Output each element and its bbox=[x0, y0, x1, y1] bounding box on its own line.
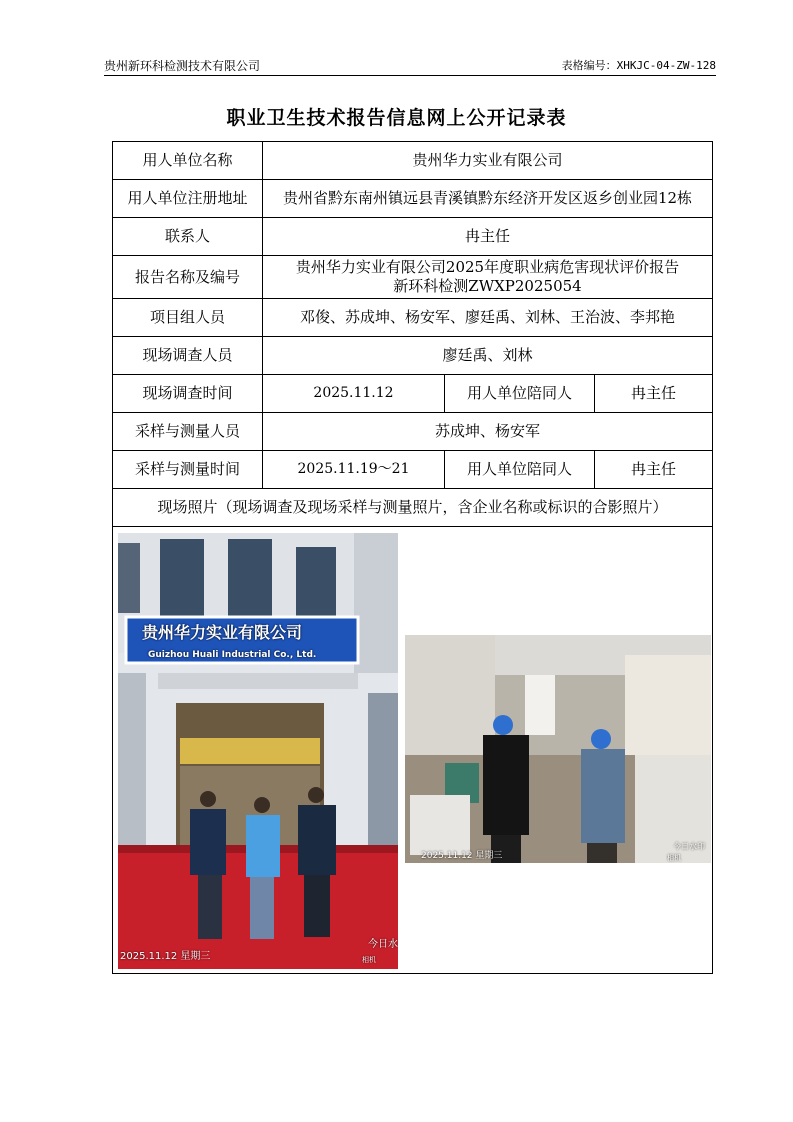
row-sampling-staff bbox=[113, 413, 713, 451]
row-survey-staff bbox=[113, 337, 713, 375]
survey-escort-value: 冉主任 bbox=[595, 375, 713, 413]
photo-workshop-survey bbox=[405, 635, 711, 863]
row-employer-name bbox=[113, 142, 713, 180]
employer-name-value: 贵州华力实业有限公司 bbox=[263, 142, 713, 180]
employer-name-label: 用人单位名称 bbox=[113, 142, 263, 180]
sampling-time-value: 2025.11.19～21 bbox=[263, 451, 445, 489]
photo-group-entrance bbox=[118, 533, 398, 969]
photo2-timestamp: 2025.11.12 星期三 bbox=[421, 851, 503, 861]
photos-cell bbox=[113, 527, 713, 974]
header-rule bbox=[104, 75, 716, 76]
survey-staff-value: 廖廷禹、刘林 bbox=[263, 337, 713, 375]
photo1-camera-label: 相机 bbox=[362, 956, 376, 964]
team-value: 邓俊、苏成坤、杨安军、廖廷禹、刘林、王治波、李邦艳 bbox=[263, 299, 713, 337]
record-table bbox=[112, 141, 713, 974]
survey-staff-label: 现场调查人员 bbox=[113, 337, 263, 375]
header-company: 贵州新环科检测技术有限公司 bbox=[104, 59, 261, 73]
row-contact bbox=[113, 218, 713, 256]
sampling-staff-value: 苏成坤、杨安军 bbox=[263, 413, 713, 451]
sampling-escort-label: 用人单位陪同人 bbox=[445, 451, 595, 489]
photos-label: 现场照片（现场调查及现场采样与测量照片，含企业名称或标识的合影照片） bbox=[113, 489, 713, 527]
survey-time-label: 现场调查时间 bbox=[113, 375, 263, 413]
sign-english-name: Guizhou Huali Industrial Co., Ltd. bbox=[148, 650, 317, 660]
photo2-watermark: 今日水印 bbox=[673, 842, 705, 851]
address-value: 贵州省黔东南州镇远县青溪镇黔东经济开发区返乡创业园12栋 bbox=[263, 180, 713, 218]
sampling-staff-label: 采样与测量人员 bbox=[113, 413, 263, 451]
survey-escort-label: 用人单位陪同人 bbox=[445, 375, 595, 413]
sign-chinese-name: 贵州华力实业有限公司 bbox=[142, 623, 303, 642]
row-photos bbox=[113, 527, 713, 974]
row-survey-time bbox=[113, 375, 713, 413]
row-sampling-time bbox=[113, 451, 713, 489]
sampling-time-label: 采样与测量时间 bbox=[113, 451, 263, 489]
report-name: 贵州华力实业有限公司2025年度职业病危害现状评价报告 bbox=[295, 258, 680, 276]
photo1-timestamp: 2025.11.12 星期三 bbox=[120, 951, 211, 962]
team-label: 项目组人员 bbox=[113, 299, 263, 337]
report-number: 新环科检测ZWXP2025054 bbox=[393, 277, 582, 295]
row-report bbox=[113, 256, 713, 299]
row-photos-label bbox=[113, 489, 713, 527]
document-title: 职业卫生技术报告信息网上公开记录表 bbox=[226, 107, 567, 129]
address-label: 用人单位注册地址 bbox=[113, 180, 263, 218]
contact-label: 联系人 bbox=[113, 218, 263, 256]
contact-value: 冉主任 bbox=[263, 218, 713, 256]
header-form-number: 表格编号：XHKJC-04-ZW-128 bbox=[561, 59, 716, 72]
row-team bbox=[113, 299, 713, 337]
row-address bbox=[113, 180, 713, 218]
survey-time-value: 2025.11.12 bbox=[263, 375, 445, 413]
photo2-camera-label: 相机 bbox=[667, 854, 681, 862]
report-value bbox=[263, 256, 713, 299]
sampling-escort-value: 冉主任 bbox=[595, 451, 713, 489]
photo1-watermark: 今日水 bbox=[368, 939, 398, 950]
report-label: 报告名称及编号 bbox=[113, 256, 263, 299]
